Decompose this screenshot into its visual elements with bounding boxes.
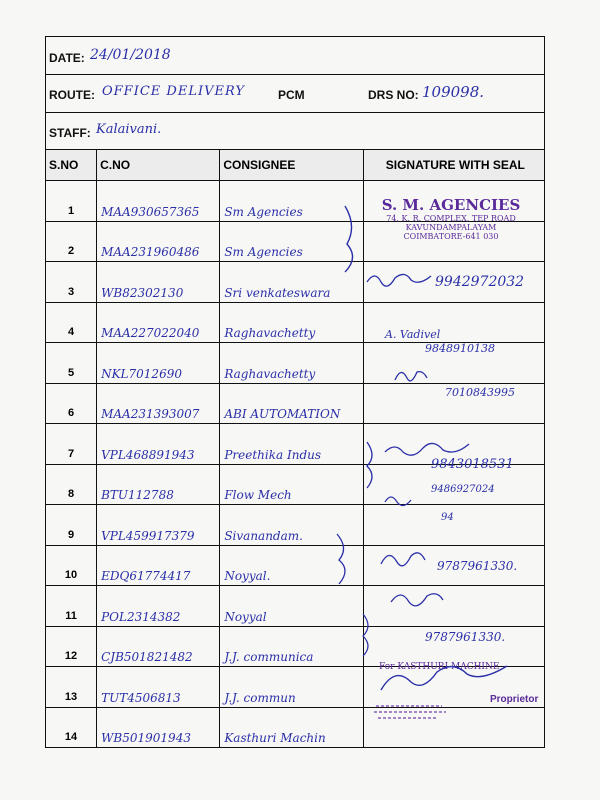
proprietor-label: Proprietor bbox=[490, 694, 539, 705]
row-consignee: J.J. commun bbox=[220, 667, 363, 708]
row-consignee: Flow Mech bbox=[220, 464, 363, 505]
header-route-row bbox=[45, 74, 545, 112]
row-sno: 2 bbox=[46, 221, 97, 262]
signature-note-row11: 9787961330. bbox=[437, 559, 518, 573]
sm-agencies-stamp bbox=[363, 196, 539, 241]
row-consignee: Sm Agencies bbox=[220, 181, 363, 222]
row-signature bbox=[363, 505, 544, 546]
drs-label: DRS NO: bbox=[368, 88, 419, 102]
table-row bbox=[46, 302, 545, 343]
row-sno: 5 bbox=[46, 343, 97, 384]
col-cno: C.NO bbox=[97, 150, 220, 181]
row-consignee: Raghavachetty bbox=[220, 302, 363, 343]
stamp-line2: KAVUNDAMPALAYAM bbox=[405, 223, 497, 232]
row-sno: 13 bbox=[46, 667, 97, 708]
col-consignee: CONSIGNEE bbox=[220, 150, 363, 181]
row-consignee: Sivanandam. bbox=[220, 505, 363, 546]
signature-note-row9: 9486927024 bbox=[431, 484, 495, 495]
route-value: OFFICE DELIVERY bbox=[102, 84, 245, 99]
signature-note-row6: 7010843995 bbox=[445, 386, 515, 399]
row-sno: 10 bbox=[46, 545, 97, 586]
col-sno: S.NO bbox=[46, 150, 97, 181]
header-date-row bbox=[45, 36, 545, 74]
row-consignee: Sri venkateswara bbox=[220, 262, 363, 303]
row-consignee: Kasthuri Machin bbox=[220, 707, 363, 748]
row-sno: 6 bbox=[46, 383, 97, 424]
table-row bbox=[46, 707, 545, 748]
row-cno: MAA231960486 bbox=[97, 221, 220, 262]
col-signature: SIGNATURE WITH SEAL bbox=[363, 150, 544, 181]
signature-note-row5: 9848910138 bbox=[425, 342, 495, 355]
signature-note-row8: 9843018531 bbox=[431, 457, 514, 472]
row-cno: BTU112788 bbox=[97, 464, 220, 505]
stamp-line1: 74, K. R. COMPLEX, TEP ROAD bbox=[386, 214, 516, 223]
signature-note-row3: 9942972032 bbox=[435, 274, 525, 290]
date-value: 24/01/2018 bbox=[90, 47, 171, 63]
row-cno: NKL7012690 bbox=[97, 343, 220, 384]
table-row bbox=[46, 667, 545, 708]
row-cno: MAA930657365 bbox=[97, 181, 220, 222]
row-sno: 11 bbox=[46, 586, 97, 627]
staff-value: Kalaivani. bbox=[96, 122, 162, 137]
stamp-name: S. M. AGENCIES bbox=[381, 196, 521, 214]
row-cno: WB501901943 bbox=[97, 707, 220, 748]
signature-note-row13: 9787961330. bbox=[425, 630, 506, 644]
row-sno: 4 bbox=[46, 302, 97, 343]
row-cno: VPL468891943 bbox=[97, 424, 220, 465]
row-consignee: J.J. communica bbox=[220, 626, 363, 667]
row-consignee: Noyyal bbox=[220, 586, 363, 627]
row-cno: VPL459917379 bbox=[97, 505, 220, 546]
pcm-label: PCM bbox=[278, 88, 305, 102]
signature-note-row9b: 94 bbox=[441, 512, 454, 523]
row-sno: 3 bbox=[46, 262, 97, 303]
row-sno: 1 bbox=[46, 181, 97, 222]
row-consignee: Raghavachetty bbox=[220, 343, 363, 384]
row-cno: MAA227022040 bbox=[97, 302, 220, 343]
date-label: DATE: bbox=[49, 51, 85, 65]
table-header-row bbox=[46, 150, 545, 181]
seal-bottom-company: For KASTHURI MACHINE bbox=[379, 662, 500, 672]
row-signature bbox=[363, 586, 544, 627]
row-cno: WB82302130 bbox=[97, 262, 220, 303]
row-consignee: Noyyal. bbox=[220, 545, 363, 586]
row-consignee: Sm Agencies bbox=[220, 221, 363, 262]
signature-note-row4: A. Vadivel bbox=[385, 328, 441, 341]
row-cno: EDQ61774417 bbox=[97, 545, 220, 586]
header-staff-row bbox=[45, 112, 545, 149]
row-sno: 8 bbox=[46, 464, 97, 505]
row-sno: 14 bbox=[46, 707, 97, 748]
staff-label: STAFF: bbox=[49, 126, 91, 140]
row-cno: CJB501821482 bbox=[97, 626, 220, 667]
row-consignee: Preethika Indus bbox=[220, 424, 363, 465]
row-sno: 12 bbox=[46, 626, 97, 667]
row-cno: TUT4506813 bbox=[97, 667, 220, 708]
table-row bbox=[46, 505, 545, 546]
row-consignee: ABI AUTOMATION bbox=[220, 383, 363, 424]
row-sno: 9 bbox=[46, 505, 97, 546]
route-label: ROUTE: bbox=[49, 88, 95, 102]
bottom-stamp-smudge bbox=[372, 698, 452, 728]
stamp-line3: COIMBATORE-641 030 bbox=[403, 232, 499, 241]
table-row bbox=[46, 586, 545, 627]
row-cno: POL2314382 bbox=[97, 586, 220, 627]
row-sno: 7 bbox=[46, 424, 97, 465]
row-cno: MAA231393007 bbox=[97, 383, 220, 424]
drs-value: 109098. bbox=[422, 83, 485, 101]
